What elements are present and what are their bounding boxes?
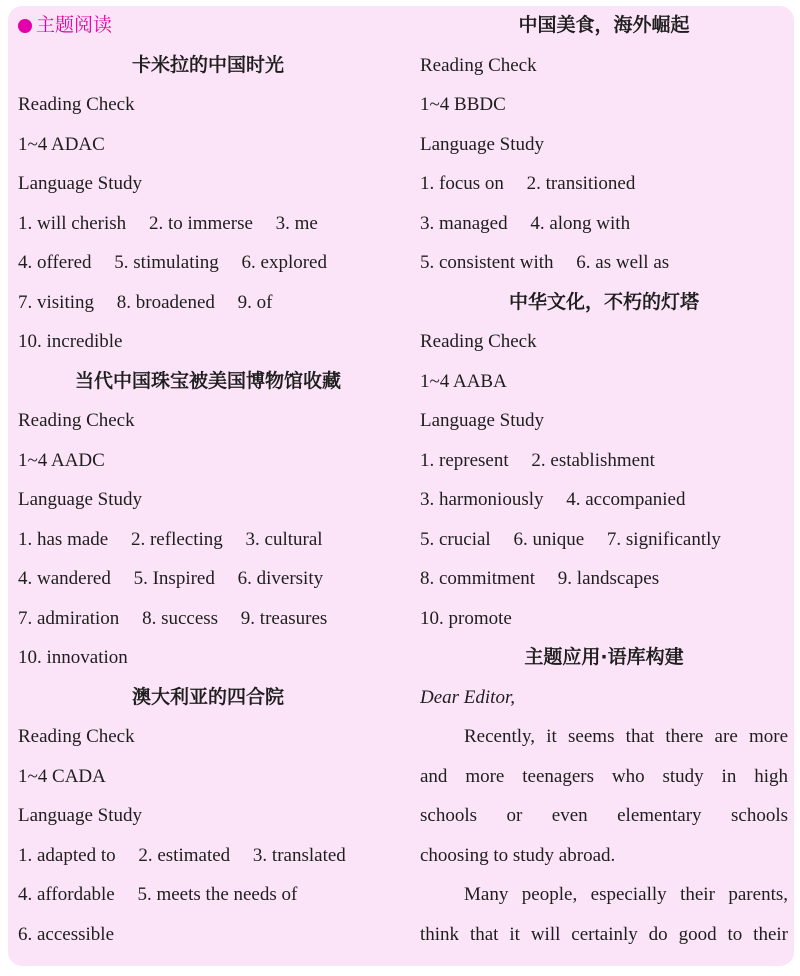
answer-row bbox=[18, 836, 398, 876]
answer-row bbox=[18, 915, 398, 955]
answer-item: 9. landscapes bbox=[557, 568, 660, 589]
letter-salutation: Dear Editor, bbox=[420, 686, 515, 708]
answer-row bbox=[420, 480, 788, 520]
answer-item: 1. has made bbox=[18, 528, 109, 550]
answer-item: 3. managed bbox=[420, 212, 508, 234]
answer-row bbox=[420, 520, 788, 560]
answer-item: 6. unique bbox=[513, 528, 585, 550]
answer-row bbox=[18, 283, 398, 323]
answer-item: 1. represent bbox=[420, 449, 509, 471]
article-title: 当代中国珠宝被美国博物馆收藏 bbox=[74, 369, 341, 392]
answer-row bbox=[420, 243, 788, 283]
language-study-label: Language Study bbox=[18, 173, 143, 194]
answer-item: 4. along with bbox=[530, 212, 631, 234]
reading-answers: 1~4 BBDC bbox=[420, 94, 506, 115]
answer-row bbox=[18, 243, 398, 283]
answer-row bbox=[420, 204, 788, 244]
answer-item: 8. commitment bbox=[420, 568, 536, 589]
answer-item: 2. establishment bbox=[531, 449, 655, 471]
language-study-label: Language Study bbox=[18, 489, 143, 510]
answer-item: 5. meets the needs of bbox=[137, 884, 298, 905]
answer-item: 2. reflecting bbox=[130, 528, 223, 550]
answer-item: 8. broadened bbox=[116, 291, 215, 313]
article-title: 中国美食，海外崛起 bbox=[518, 14, 690, 36]
answer-item: 2. to immerse bbox=[148, 212, 253, 234]
answer-item: 1. will cherish bbox=[18, 212, 127, 234]
right-column bbox=[420, 6, 788, 954]
answer-item: 3. me bbox=[275, 212, 318, 234]
answer-item: 3. cultural bbox=[245, 528, 323, 550]
answer-item: 9. treasures bbox=[240, 607, 328, 629]
language-study-label: Language Study bbox=[18, 805, 143, 826]
answer-item: 10. innovation bbox=[18, 647, 128, 668]
answer-item: 6. diversity bbox=[237, 568, 324, 589]
article-title: 澳大利亚的四合院 bbox=[131, 685, 284, 708]
letter-line: think that it will certainly do good to their bbox=[420, 923, 788, 945]
letter-line: Recently, it seems that there are more bbox=[464, 726, 788, 747]
letter-line: schools or even elementary schools bbox=[420, 805, 788, 826]
answer-row bbox=[18, 322, 398, 362]
answer-row bbox=[420, 559, 788, 599]
answer-item: 9. of bbox=[237, 291, 273, 313]
reading-answers: 1~4 ADAC bbox=[18, 133, 105, 155]
answer-item: 2. transitioned bbox=[526, 173, 636, 194]
answer-item: 4. accompanied bbox=[566, 489, 686, 510]
letter-line: and more teenagers who study in high bbox=[420, 765, 788, 787]
section-tag bbox=[18, 6, 398, 46]
reading-answers: 1~4 CADA bbox=[18, 765, 106, 787]
reading-answers: 1~4 AADC bbox=[18, 449, 105, 471]
answer-item: 7. admiration bbox=[18, 607, 120, 629]
answer-item: 5. consistent with bbox=[420, 252, 554, 273]
answer-row bbox=[18, 520, 398, 560]
answer-item: 7. significantly bbox=[606, 528, 721, 550]
letter-line: choosing to study abroad. bbox=[420, 844, 616, 866]
answer-item: 6. accessible bbox=[18, 923, 115, 945]
answer-item: 7. visiting bbox=[18, 291, 95, 313]
answer-key-panel bbox=[8, 6, 794, 966]
answer-item: 3. translated bbox=[252, 844, 346, 866]
answer-row bbox=[420, 164, 788, 204]
reading-check-label: Reading Check bbox=[18, 410, 135, 431]
answer-item: 1. focus on bbox=[420, 173, 504, 194]
answer-item: 5. Inspired bbox=[133, 568, 215, 589]
answer-item: 2. estimated bbox=[138, 844, 231, 866]
reading-check-label: Reading Check bbox=[420, 331, 537, 352]
answer-item: 10. incredible bbox=[18, 331, 123, 352]
left-column bbox=[18, 6, 398, 954]
answer-item: 3. harmoniously bbox=[420, 489, 544, 510]
reading-check-label: Reading Check bbox=[420, 54, 537, 76]
answer-row bbox=[420, 441, 788, 481]
answer-item: 1. adapted to bbox=[18, 844, 116, 866]
answer-item: 8. success bbox=[142, 607, 219, 629]
language-study-label: Language Study bbox=[420, 410, 545, 431]
bullet-dot-icon bbox=[18, 19, 32, 33]
answer-item: 4. affordable bbox=[18, 884, 115, 905]
answer-item: 5. stimulating bbox=[114, 252, 219, 273]
answer-item: 4. wandered bbox=[18, 568, 111, 589]
answer-row bbox=[18, 599, 398, 639]
answer-row bbox=[18, 875, 398, 915]
application-title: 主题应用·语库构建 bbox=[524, 646, 684, 668]
answer-row bbox=[18, 638, 398, 678]
reading-check-label: Reading Check bbox=[18, 726, 135, 747]
language-study-label: Language Study bbox=[420, 133, 545, 155]
answer-item: 4. offered bbox=[18, 252, 92, 273]
article-title: 卡米拉的中国时光 bbox=[131, 53, 284, 76]
answer-row bbox=[18, 559, 398, 599]
article-title: 中华文化，不朽的灯塔 bbox=[508, 290, 699, 313]
letter-line: Many people, especially their parents, bbox=[464, 884, 788, 905]
reading-check-label: Reading Check bbox=[18, 94, 135, 115]
answer-item: 6. explored bbox=[241, 252, 327, 273]
answer-item: 6. as well as bbox=[576, 252, 670, 273]
answer-row bbox=[18, 204, 398, 244]
answer-item: 10. promote bbox=[420, 607, 512, 629]
answer-row bbox=[420, 599, 788, 639]
section-tag-label: 主题阅读 bbox=[36, 14, 113, 36]
answer-item: 5. crucial bbox=[420, 528, 491, 550]
reading-answers: 1~4 AABA bbox=[420, 370, 507, 392]
